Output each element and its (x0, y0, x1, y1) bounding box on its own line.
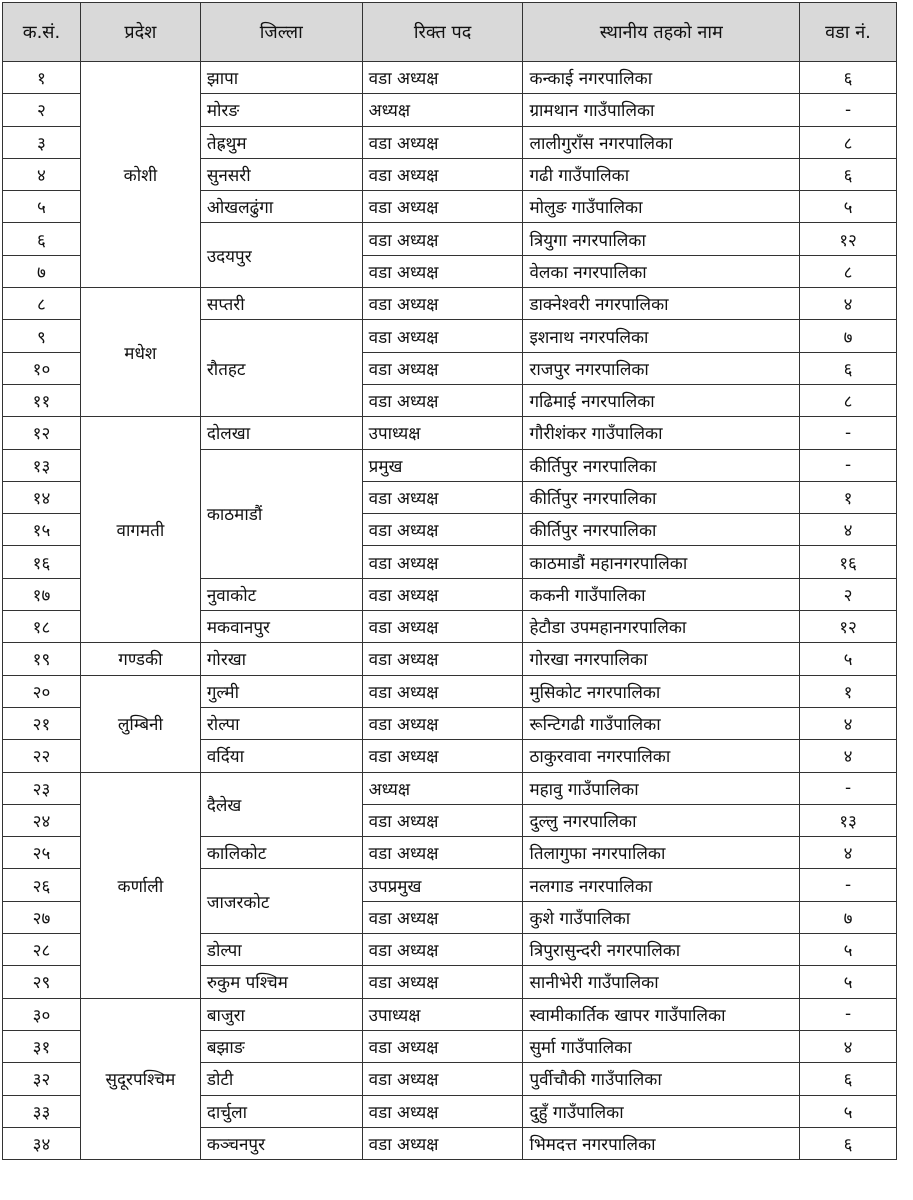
local-level-cell: इशनाथ नगरपलिका (523, 320, 800, 352)
local-level-cell: महावु गाउँपालिका (523, 772, 800, 804)
local-level-cell: कुशे गाउँपालिका (523, 901, 800, 933)
province-cell: लुम्बिनी (80, 675, 200, 772)
vacant-post-cell: उपाध्यक्ष (362, 417, 523, 449)
district-cell: कालिकोट (200, 837, 362, 869)
ward-no-cell: ४ (800, 707, 897, 739)
serial-cell: २४ (3, 804, 81, 836)
serial-cell: १७ (3, 578, 81, 610)
vacant-post-cell: वडा अध्यक्ष (362, 1095, 523, 1127)
province-cell: मधेश (80, 288, 200, 417)
ward-no-cell: ४ (800, 288, 897, 320)
serial-cell: २७ (3, 901, 81, 933)
district-cell: रौतहट (200, 320, 362, 417)
district-cell: गुल्मी (200, 675, 362, 707)
local-level-cell: गढी गाउँपालिका (523, 158, 800, 190)
header-ward-no: वडा नं. (800, 3, 897, 62)
ward-no-cell: ६ (800, 352, 897, 384)
table-row (3, 998, 897, 1030)
local-level-cell: सानीभेरी गाउँपालिका (523, 966, 800, 998)
serial-cell: २० (3, 675, 81, 707)
local-level-cell: त्रियुगा नगरपालिका (523, 223, 800, 255)
vacant-post-cell: प्रमुख (362, 449, 523, 481)
ward-no-cell: ६ (800, 62, 897, 94)
serial-cell: १४ (3, 481, 81, 513)
ward-no-cell: ५ (800, 191, 897, 223)
table-body (3, 62, 897, 1160)
district-cell: झापा (200, 62, 362, 94)
local-level-cell: दुल्लु नगरपालिका (523, 804, 800, 836)
serial-cell: २१ (3, 707, 81, 739)
vacant-post-cell: वडा अध्यक्ष (362, 546, 523, 578)
serial-cell: ४ (3, 158, 81, 190)
serial-cell: ६ (3, 223, 81, 255)
ward-no-cell: १ (800, 481, 897, 513)
ward-no-cell: ५ (800, 966, 897, 998)
vacant-post-cell: वडा अध्यक्ष (362, 158, 523, 190)
table-row (3, 417, 897, 449)
serial-cell: ७ (3, 255, 81, 287)
ward-no-cell: ५ (800, 1095, 897, 1127)
local-level-cell: वेलका नगरपालिका (523, 255, 800, 287)
province-cell: सुदूरपश्चिम (80, 998, 200, 1159)
district-cell: बाजुरा (200, 998, 362, 1030)
vacant-post-cell: वडा अध्यक्ष (362, 352, 523, 384)
district-cell: तेह्रथुम (200, 126, 362, 158)
ward-no-cell: ८ (800, 126, 897, 158)
ward-no-cell: ८ (800, 255, 897, 287)
ward-no-cell: ४ (800, 740, 897, 772)
local-level-cell: स्वामीकार्तिक खापर गाउँपालिका (523, 998, 800, 1030)
vacant-post-cell: वडा अध्यक्ष (362, 320, 523, 352)
serial-cell: ३२ (3, 1063, 81, 1095)
table-row (3, 288, 897, 320)
ward-no-cell: ६ (800, 158, 897, 190)
vacant-post-cell: वडा अध्यक्ष (362, 901, 523, 933)
local-level-cell: राजपुर नगरपालिका (523, 352, 800, 384)
local-level-cell: लालीगुराँस नगरपालिका (523, 126, 800, 158)
vacant-post-cell: वडा अध्यक्ष (362, 191, 523, 223)
serial-cell: ८ (3, 288, 81, 320)
ward-no-cell: - (800, 772, 897, 804)
district-cell: मोरङ (200, 94, 362, 126)
local-level-cell: कीर्तिपुर नगरपालिका (523, 514, 800, 546)
vacant-post-cell: अध्यक्ष (362, 772, 523, 804)
serial-cell: ३ (3, 126, 81, 158)
ward-no-cell: ५ (800, 643, 897, 675)
local-level-cell: ककनी गाउँपालिका (523, 578, 800, 610)
serial-cell: १५ (3, 514, 81, 546)
ward-no-cell: १ (800, 675, 897, 707)
province-cell: गण्डकी (80, 643, 200, 675)
table-header-row (3, 3, 897, 62)
district-cell: रोल्पा (200, 707, 362, 739)
vacant-post-cell: उपाध्यक्ष (362, 998, 523, 1030)
district-cell: गोरखा (200, 643, 362, 675)
district-cell: उदयपुर (200, 223, 362, 288)
local-level-cell: डाक्नेश्वरी नगरपालिका (523, 288, 800, 320)
local-level-cell: कीर्तिपुर नगरपालिका (523, 481, 800, 513)
vacant-post-cell: अध्यक्ष (362, 94, 523, 126)
ward-no-cell: १३ (800, 804, 897, 836)
serial-cell: ३० (3, 998, 81, 1030)
vacant-post-cell: वडा अध्यक्ष (362, 514, 523, 546)
ward-no-cell: ४ (800, 837, 897, 869)
serial-cell: २५ (3, 837, 81, 869)
district-cell: काठमाडौं (200, 449, 362, 578)
local-level-cell: हेटौडा उपमहानगरपालिका (523, 611, 800, 643)
local-level-cell: त्रिपुरासुन्दरी नगरपालिका (523, 934, 800, 966)
local-level-cell: ठाकुरवावा नगरपालिका (523, 740, 800, 772)
local-level-cell: काठमाडौं महानगरपालिका (523, 546, 800, 578)
ward-no-cell: १२ (800, 223, 897, 255)
serial-cell: ९ (3, 320, 81, 352)
vacant-post-cell: वडा अध्यक्ष (362, 1127, 523, 1159)
serial-cell: २९ (3, 966, 81, 998)
header-province: प्रदेश (80, 3, 200, 62)
header-serial: क.सं. (3, 3, 81, 62)
ward-no-cell: ४ (800, 514, 897, 546)
serial-cell: २ (3, 94, 81, 126)
district-cell: ओखलढुंगा (200, 191, 362, 223)
vacant-post-cell: वडा अध्यक्ष (362, 481, 523, 513)
province-cell: वागमती (80, 417, 200, 643)
vacant-post-cell: वडा अध्यक्ष (362, 675, 523, 707)
vacant-post-cell: वडा अध्यक्ष (362, 255, 523, 287)
serial-cell: १९ (3, 643, 81, 675)
vacant-post-cell: वडा अध्यक्ष (362, 384, 523, 416)
local-level-cell: कन्काई नगरपालिका (523, 62, 800, 94)
serial-cell: २८ (3, 934, 81, 966)
district-cell: जाजरकोट (200, 869, 362, 934)
vacant-post-cell: वडा अध्यक्ष (362, 643, 523, 675)
province-cell: कर्णाली (80, 772, 200, 998)
district-cell: रुकुम पश्चिम (200, 966, 362, 998)
local-level-cell: गोरखा नगरपालिका (523, 643, 800, 675)
district-cell: वर्दिया (200, 740, 362, 772)
vacant-post-cell: वडा अध्यक्ष (362, 288, 523, 320)
vacant-post-cell: वडा अध्यक्ष (362, 804, 523, 836)
serial-cell: ११ (3, 384, 81, 416)
local-level-cell: रून्टिगढी गाउँपालिका (523, 707, 800, 739)
ward-no-cell: ८ (800, 384, 897, 416)
local-level-cell: कीर्तिपुर नगरपालिका (523, 449, 800, 481)
serial-cell: ५ (3, 191, 81, 223)
local-level-cell: गौरीशंकर गाउँपालिका (523, 417, 800, 449)
province-cell: कोशी (80, 62, 200, 288)
vacant-post-cell: वडा अध्यक्ष (362, 1030, 523, 1062)
vacant-post-cell: वडा अध्यक्ष (362, 611, 523, 643)
table-row (3, 772, 897, 804)
table-row (3, 62, 897, 94)
serial-cell: २६ (3, 869, 81, 901)
serial-cell: १३ (3, 449, 81, 481)
ward-no-cell: ७ (800, 320, 897, 352)
vacant-post-cell: वडा अध्यक्ष (362, 578, 523, 610)
vacant-post-cell: वडा अध्यक्ष (362, 223, 523, 255)
header-district: जिल्ला (200, 3, 362, 62)
ward-no-cell: ६ (800, 1063, 897, 1095)
local-level-cell: पुर्वीचौकी गाउँपालिका (523, 1063, 800, 1095)
serial-cell: १६ (3, 546, 81, 578)
ward-no-cell: १२ (800, 611, 897, 643)
district-cell: कञ्चनपुर (200, 1127, 362, 1159)
serial-cell: १२ (3, 417, 81, 449)
district-cell: सुनसरी (200, 158, 362, 190)
district-cell: नुवाकोट (200, 578, 362, 610)
local-level-cell: मोलुङ गाउँपालिका (523, 191, 800, 223)
serial-cell: ३१ (3, 1030, 81, 1062)
ward-no-cell: - (800, 449, 897, 481)
ward-no-cell: १६ (800, 546, 897, 578)
serial-cell: १ (3, 62, 81, 94)
table-row (3, 643, 897, 675)
vacant-post-cell: वडा अध्यक्ष (362, 837, 523, 869)
local-level-cell: तिलागुफा नगरपालिका (523, 837, 800, 869)
ward-no-cell: - (800, 998, 897, 1030)
ward-no-cell: - (800, 94, 897, 126)
ward-no-cell: ५ (800, 934, 897, 966)
district-cell: दोलखा (200, 417, 362, 449)
vacant-post-cell: वडा अध्यक्ष (362, 966, 523, 998)
district-cell: दार्चुला (200, 1095, 362, 1127)
vacant-post-cell: वडा अध्यक्ष (362, 740, 523, 772)
local-level-cell: सुर्मा गाउँपालिका (523, 1030, 800, 1062)
header-local-level: स्थानीय तहको नाम (523, 3, 800, 62)
district-cell: डोल्पा (200, 934, 362, 966)
vacant-post-cell: उपप्रमुख (362, 869, 523, 901)
vacant-post-cell: वडा अध्यक्ष (362, 1063, 523, 1095)
district-cell: बझाङ (200, 1030, 362, 1062)
local-level-cell: दुहुँ गाउँपालिका (523, 1095, 800, 1127)
table-row (3, 675, 897, 707)
local-level-cell: भिमदत्त नगरपालिका (523, 1127, 800, 1159)
vacant-post-cell: वडा अध्यक्ष (362, 707, 523, 739)
ward-no-cell: ४ (800, 1030, 897, 1062)
ward-no-cell: २ (800, 578, 897, 610)
ward-no-cell: - (800, 417, 897, 449)
ward-no-cell: - (800, 869, 897, 901)
ward-no-cell: ६ (800, 1127, 897, 1159)
serial-cell: १० (3, 352, 81, 384)
vacant-positions-table (2, 2, 897, 1160)
serial-cell: २२ (3, 740, 81, 772)
serial-cell: ३३ (3, 1095, 81, 1127)
vacant-post-cell: वडा अध्यक्ष (362, 934, 523, 966)
local-level-cell: नलगाड नगरपालिका (523, 869, 800, 901)
ward-no-cell: ७ (800, 901, 897, 933)
local-level-cell: ग्रामथान गाउँपालिका (523, 94, 800, 126)
serial-cell: ३४ (3, 1127, 81, 1159)
local-level-cell: गढिमाई नगरपालिका (523, 384, 800, 416)
district-cell: डोटी (200, 1063, 362, 1095)
serial-cell: १८ (3, 611, 81, 643)
serial-cell: २३ (3, 772, 81, 804)
vacant-post-cell: वडा अध्यक्ष (362, 62, 523, 94)
header-vacant-post: रिक्त पद (362, 3, 523, 62)
district-cell: दैलेख (200, 772, 362, 837)
local-level-cell: मुसिकोट नगरपालिका (523, 675, 800, 707)
district-cell: मकवानपुर (200, 611, 362, 643)
district-cell: सप्तरी (200, 288, 362, 320)
vacant-post-cell: वडा अध्यक्ष (362, 126, 523, 158)
